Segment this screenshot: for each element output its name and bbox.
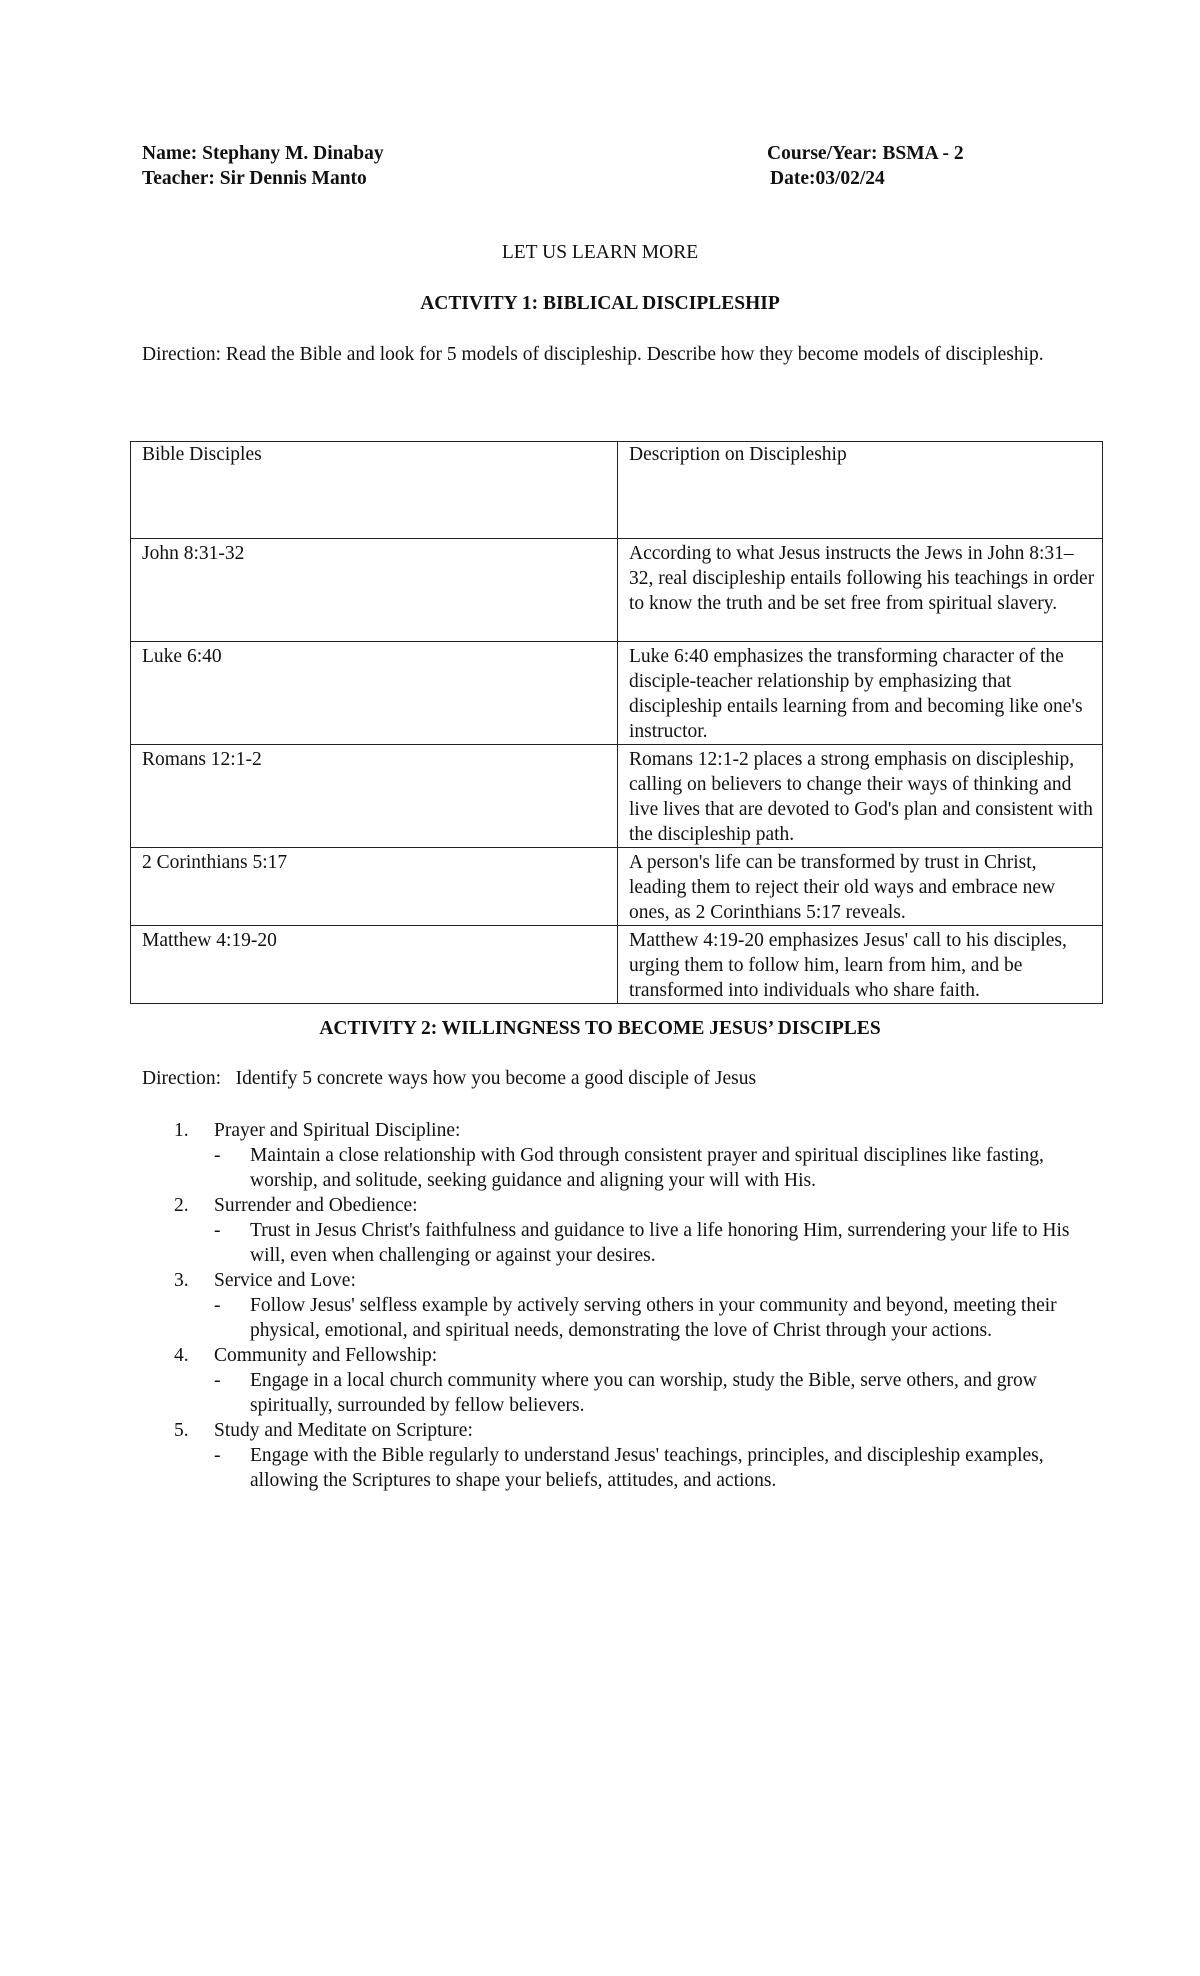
list-item-detail-row bbox=[214, 1368, 1072, 1418]
list-item-detail-row bbox=[214, 1443, 1072, 1493]
disciple-cell: 2 Corinthians 5:17 bbox=[131, 848, 618, 926]
list-item bbox=[142, 1418, 1072, 1493]
discipleship-table bbox=[130, 441, 1103, 1004]
list-item-detail-row bbox=[214, 1143, 1072, 1193]
list-item-detail: Follow Jesus' selfless example by actively serving others in your community and beyond, meeting their physical, emotional, and spiritual needs, demonstrating the love of Christ through your actions. bbox=[250, 1295, 1057, 1341]
description-cell: Luke 6:40 emphasizes the transforming character of the disciple-teacher relationship by emphasizing that discipleship entails learning from and becoming like one's instructor. bbox=[618, 642, 1103, 745]
disciple-cell: Matthew 4:19-20 bbox=[131, 926, 618, 1004]
dash-bullet-icon: - bbox=[214, 1145, 221, 1166]
course-year: Course/Year: BSMA - 2 bbox=[767, 143, 964, 164]
dash-bullet-icon: - bbox=[214, 1220, 221, 1241]
list-item bbox=[142, 1343, 1072, 1418]
table-row bbox=[131, 926, 1103, 1004]
activity1-heading: ACTIVITY 1: BIBLICAL DISCIPLESHIP bbox=[420, 293, 780, 314]
activity2-direction: Direction: Identify 5 concrete ways how you become a good disciple of Jesus bbox=[142, 1068, 757, 1089]
activity1-direction: Direction: Read the Bible and look for 5 models of discipleship. Describe how they become models of discipleship. bbox=[142, 344, 1044, 365]
description-cell: Matthew 4:19-20 emphasizes Jesus' call to his disciples, urging them to follow him, learn from him, and be transformed into individuals who share faith. bbox=[618, 926, 1103, 1004]
list-item-title: Study and Meditate on Scripture: bbox=[214, 1420, 473, 1441]
description-cell: A person's life can be transformed by trust in Christ, leading them to reject their old ways and embrace new ones, as 2 Corinthians 5:17 reveals. bbox=[618, 848, 1103, 926]
table-row bbox=[131, 539, 1103, 642]
disciple-ways-list bbox=[142, 1118, 1072, 1493]
activity2-heading: ACTIVITY 2: WILLINGNESS TO BECOME JESUS’ DISCIPLES bbox=[319, 1018, 881, 1039]
list-item-detail: Engage in a local church community where you can worship, study the Bible, serve others, and grow spiritually, surrounded by fellow believers. bbox=[250, 1370, 1037, 1416]
page-title: LET US LEARN MORE bbox=[501, 242, 699, 263]
disciple-cell: Luke 6:40 bbox=[131, 642, 618, 745]
table-header-cell: Bible Disciples bbox=[131, 442, 618, 539]
list-item bbox=[142, 1118, 1072, 1193]
list-item-title: Surrender and Obedience: bbox=[214, 1195, 418, 1216]
disciple-cell: Romans 12:1-2 bbox=[131, 745, 618, 848]
list-item-detail: Engage with the Bible regularly to understand Jesus' teachings, principles, and discipleship examples, allowing the Scriptures to shape your beliefs, attitudes, and actions. bbox=[250, 1445, 1044, 1491]
list-item-title: Service and Love: bbox=[214, 1270, 356, 1291]
dash-bullet-icon: - bbox=[214, 1445, 221, 1466]
date: Date:03/02/24 bbox=[770, 168, 885, 189]
table-header-row bbox=[131, 442, 1103, 539]
list-item-detail-row bbox=[214, 1293, 1072, 1343]
list-number: 5. bbox=[174, 1420, 189, 1441]
description-cell: According to what Jesus instructs the Jews in John 8:31–32, real discipleship entails following his teachings in order to know the truth and be set free from spiritual slavery. bbox=[618, 539, 1103, 642]
list-number: 2. bbox=[174, 1195, 189, 1216]
student-name: Name: Stephany M. Dinabay bbox=[142, 143, 384, 164]
list-item-detail: Trust in Jesus Christ's faithfulness and guidance to live a life honoring Him, surrendering your life to His will, even when challenging or against your desires. bbox=[250, 1220, 1070, 1266]
list-item-detail-row bbox=[214, 1218, 1072, 1268]
table-row bbox=[131, 848, 1103, 926]
table-row bbox=[131, 642, 1103, 745]
list-number: 3. bbox=[174, 1270, 189, 1291]
list-number: 1. bbox=[174, 1120, 189, 1141]
list-item bbox=[142, 1268, 1072, 1343]
list-item-title: Community and Fellowship: bbox=[214, 1345, 438, 1366]
list-item-title: Prayer and Spiritual Discipline: bbox=[214, 1120, 461, 1141]
table-row bbox=[131, 745, 1103, 848]
description-cell: Romans 12:1-2 places a strong emphasis on discipleship, calling on believers to change their ways of thinking and live lives that are devoted to God's plan and consistent with the discipleship path. bbox=[618, 745, 1103, 848]
dash-bullet-icon: - bbox=[214, 1295, 221, 1316]
table-header-cell: Description on Discipleship bbox=[618, 442, 1103, 539]
dash-bullet-icon: - bbox=[214, 1370, 221, 1391]
list-item-detail: Maintain a close relationship with God through consistent prayer and spiritual disciplines like fasting, worship, and solitude, seeking guidance and aligning your will with His. bbox=[250, 1145, 1044, 1191]
disciple-cell: John 8:31-32 bbox=[131, 539, 618, 642]
list-item bbox=[142, 1193, 1072, 1268]
list-number: 4. bbox=[174, 1345, 189, 1366]
teacher-name: Teacher: Sir Dennis Manto bbox=[142, 168, 367, 189]
